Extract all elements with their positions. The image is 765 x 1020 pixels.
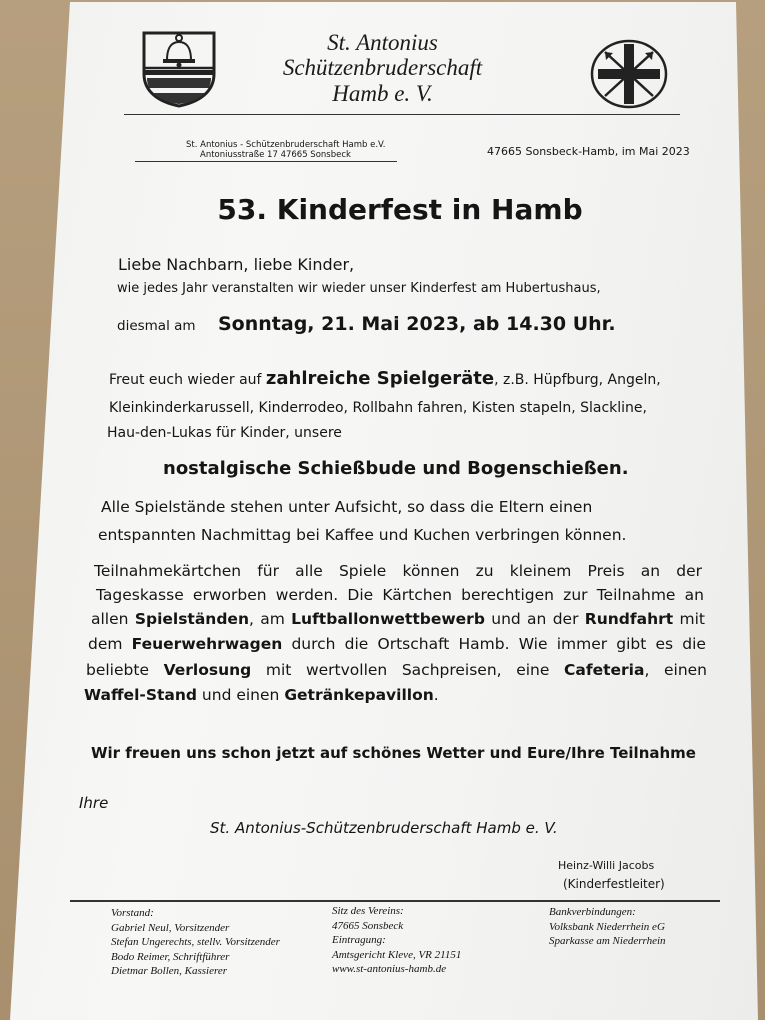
sender-underline <box>135 161 397 162</box>
footer-banks <box>549 905 666 949</box>
signature-org: St. Antonius-Schützenbruderschaft Hamb e. V. <box>210 819 558 837</box>
para3-line6 <box>84 686 439 704</box>
text: mit <box>679 610 705 628</box>
text: , am <box>248 610 285 628</box>
para3-line4 <box>88 635 706 653</box>
para3-line1: Teilnahmekärtchen für alle Spiele können zu kleinem Preis an der <box>94 562 702 580</box>
greeting: Liebe Nachbarn, liebe Kinder, <box>118 255 355 274</box>
club-name-line1: St. Antonius <box>327 30 438 55</box>
footer-board <box>111 906 280 979</box>
board-member: Bodo Reimer, Schriftführer <box>111 950 230 963</box>
para1-line2: Kleinkinderkarussell, Kinderrodeo, Rollbahn fahren, Kisten stapeln, Slackline, <box>109 400 647 416</box>
bold-text: Verlosung <box>163 661 252 679</box>
header-divider <box>124 114 680 115</box>
footer-divider <box>70 900 720 902</box>
date-prefix: diesmal am <box>117 318 196 334</box>
signer-name: Heinz-Willi Jacobs <box>558 859 655 872</box>
place-date: 47665 Sonsbeck-Hamb, im Mai 2023 <box>487 145 690 158</box>
para1-line1 <box>109 368 661 389</box>
bold-text: Luftballonwettbewerb <box>291 610 485 628</box>
bold-text: Spielständen <box>134 610 249 628</box>
text: . <box>433 686 439 704</box>
registration: Amtsgericht Kleve, VR 21151 <box>332 948 462 961</box>
bank-title: Bankverbindungen: <box>549 906 636 918</box>
text: Freut euch wieder auf <box>109 372 262 388</box>
text: dem <box>88 635 123 653</box>
registration-title: Eintragung: <box>332 934 386 946</box>
bank: Sparkasse am Niederrhein <box>549 935 666 947</box>
bank: Volksbank Niederrhein eG <box>549 920 665 933</box>
para1-line3: Hau-den-Lukas für Kinder, unsere <box>107 425 342 441</box>
sender-line1: St. Antonius - Schützenbruderschaft Hamb e.V. <box>186 140 386 150</box>
board-member: Stefan Ungerechts, stellv. Vorsitzender <box>111 936 280 948</box>
text: und einen <box>201 686 280 704</box>
ihre: Ihre <box>79 794 109 812</box>
footer-seat <box>332 904 461 977</box>
board-member: Gabriel Neul, Vorsitzender <box>111 921 230 934</box>
highlight-line: nostalgische Schießbude und Bogenschießen. <box>163 458 629 479</box>
event-date: Sonntag, 21. Mai 2023, ab 14.30 Uhr. <box>218 313 616 335</box>
para3-line3 <box>91 610 705 628</box>
para3-line2: Tageskasse erworben werden. Die Kärtchen berechtigen zur Teilnahme an <box>96 586 704 604</box>
club-name-line3: Hamb e. V. <box>332 81 433 106</box>
closing-line: Wir freuen uns schon jetzt auf schönes Wetter und Eure/Ihre Teilnahme <box>91 744 696 762</box>
board-title: Vorstand: <box>111 907 154 919</box>
page-title: 53. Kinderfest in Hamb <box>217 193 583 226</box>
text: , z.B. Hüpfburg, Angeln, <box>494 372 661 388</box>
text: beliebte <box>86 661 149 679</box>
para3-line5 <box>86 661 707 679</box>
bold-text: zahlreiche Spielgeräte <box>265 368 495 389</box>
bold-text: Rundfahrt <box>584 610 674 628</box>
text: , einen <box>644 661 708 679</box>
club-name-line2: Schützenbruderschaft <box>282 55 483 80</box>
sender-line2: Antoniusstraße 17 47665 Sonsbeck <box>200 150 351 160</box>
bold-text: Feuerwehrwagen <box>131 635 283 653</box>
seat-title: Sitz des Vereins: <box>332 905 404 917</box>
bold-text: Cafeteria <box>564 661 645 679</box>
website-link[interactable]: www.st-antonius-hamb.de <box>332 963 447 975</box>
text: durch die Ortschaft Hamb. Wie immer gibt es die <box>291 635 706 653</box>
signer-role: (Kinderfestleiter) <box>563 877 665 891</box>
seat: 47665 Sonsbeck <box>332 919 404 932</box>
text: allen <box>91 610 129 628</box>
bold-text: Waffel-Stand <box>84 686 197 704</box>
intro: wie jedes Jahr veranstalten wir wieder unser Kinderfest am Hubertushaus, <box>117 281 601 296</box>
bold-text: Getränkepavillon <box>284 686 434 704</box>
para2-line1: Alle Spielstände stehen unter Aufsicht, so dass die Eltern einen <box>101 498 593 516</box>
text: und an der <box>491 610 579 628</box>
board-member: Dietmar Bollen, Kassierer <box>111 965 227 977</box>
text: mit wertvollen Sachpreisen, eine <box>265 661 550 679</box>
para2-line2: entspannten Nachmittag bei Kaffee und Kuchen verbringen können. <box>98 526 627 544</box>
